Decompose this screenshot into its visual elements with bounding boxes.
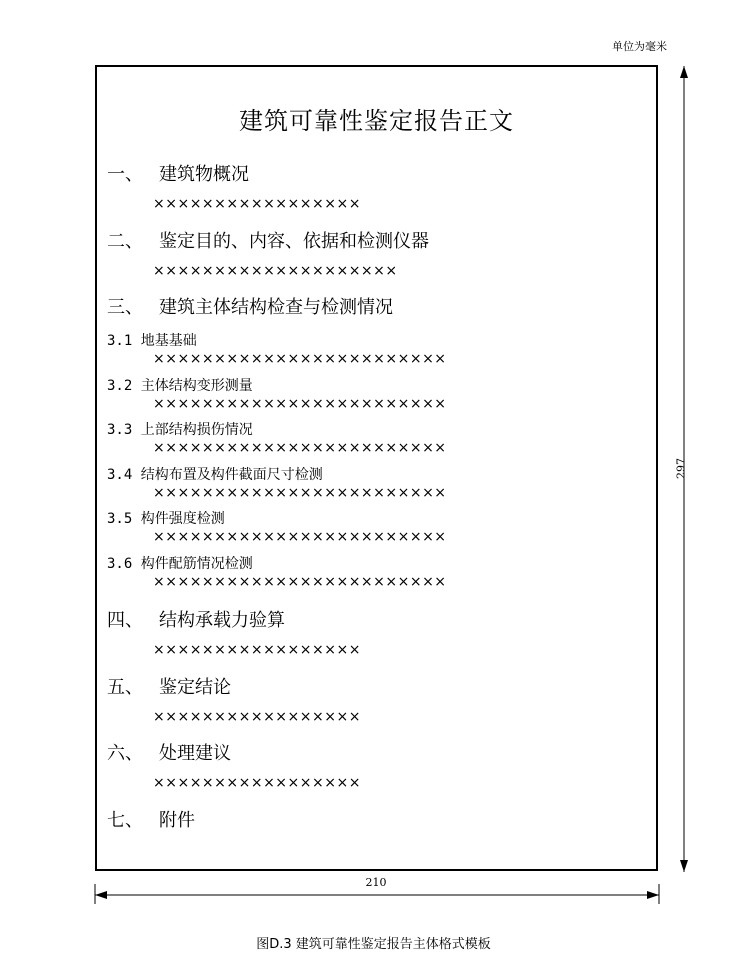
- section-heading: [107, 739, 231, 765]
- subsection-heading: 3.4 结构布置及构件截面尺寸检测: [107, 467, 323, 483]
- placeholder-text: ×××××××××××××××××: [153, 196, 361, 212]
- section-number: 三、: [107, 297, 143, 318]
- placeholder-text: ××××××××××××××××××××××××: [153, 351, 447, 367]
- report-title: 建筑可靠性鉴定报告正文: [239, 107, 514, 135]
- subsection-heading: 3.3 上部结构损伤情况: [107, 422, 253, 438]
- placeholder-text: ××××××××××××××××××××××××: [153, 396, 447, 412]
- placeholder-text: ×××××××××××××××××: [153, 642, 361, 658]
- placeholder-text: ×××××××××××××××××: [153, 775, 361, 791]
- placeholder-text: ×××××××××××××××××: [153, 709, 361, 725]
- figure-caption: 图D.3 建筑可靠性鉴定报告主体格式模板: [256, 937, 491, 952]
- section-label: 鉴定结论: [159, 677, 231, 698]
- section-number: 五、: [107, 677, 143, 698]
- section-number: 二、: [107, 231, 143, 252]
- section-heading: [107, 606, 285, 632]
- section-heading: [107, 293, 393, 319]
- placeholder-text: ××××××××××××××××××××××××: [153, 485, 447, 501]
- width-dimension-label: 210: [365, 876, 387, 889]
- section-number: 一、: [107, 164, 143, 185]
- subsection-heading: 3.6 构件配筋情况检测: [107, 556, 253, 572]
- section-label: 结构承载力验算: [159, 610, 285, 631]
- placeholder-text: ××××××××××××××××××××××××: [153, 574, 447, 590]
- section-label: 鉴定目的、内容、依据和检测仪器: [159, 231, 429, 252]
- section-label: 建筑主体结构检查与检测情况: [159, 297, 393, 318]
- placeholder-text: ××××××××××××××××××××: [153, 263, 398, 279]
- subsection-heading: 3.2 主体结构变形测量: [107, 378, 253, 394]
- section-label: 建筑物概况: [159, 164, 249, 185]
- height-dimension-label: 297: [674, 458, 688, 479]
- placeholder-text: ××××××××××××××××××××××××: [153, 529, 447, 545]
- section-number: 六、: [107, 743, 143, 764]
- placeholder-text: ××××××××××××××××××××××××: [153, 440, 447, 456]
- section-heading: [107, 227, 429, 253]
- section-number: 七、: [107, 810, 143, 831]
- report-page: [95, 65, 658, 871]
- section-label: 处理建议: [159, 743, 231, 764]
- section-heading: [107, 160, 249, 186]
- section-heading: [107, 673, 231, 699]
- unit-note: 单位为毫米: [612, 40, 667, 53]
- section-label: 附件: [159, 810, 195, 831]
- subsection-heading: 3.5 构件强度检测: [107, 511, 225, 527]
- subsection-heading: 3.1 地基基础: [107, 333, 197, 349]
- section-number: 四、: [107, 610, 143, 631]
- section-heading: [107, 806, 195, 832]
